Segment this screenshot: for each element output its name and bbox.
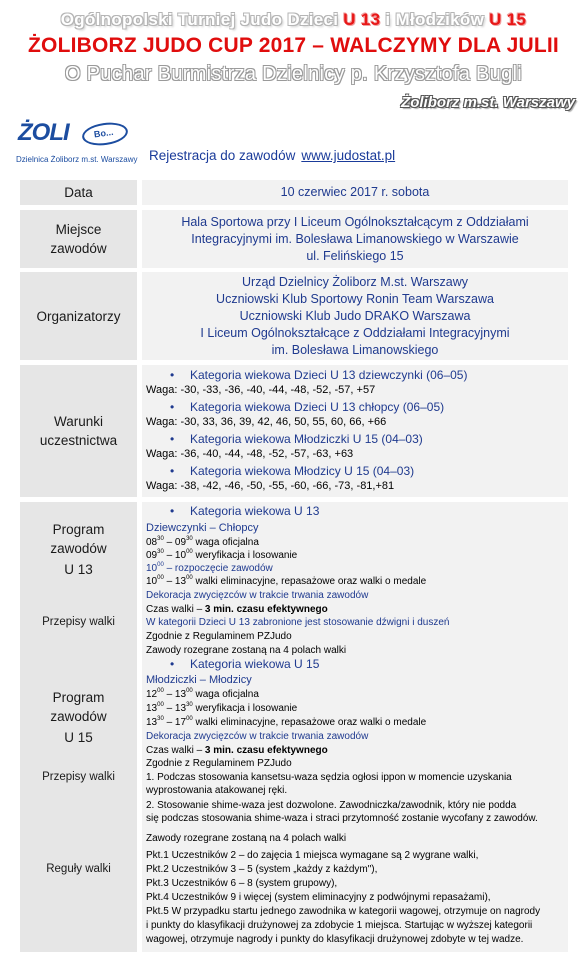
label-text: Organizatorzy xyxy=(36,308,121,324)
date-cell xyxy=(142,180,568,205)
label-date xyxy=(20,180,137,205)
header-text: Ogólnopolski Turniej Judo Dzieci xyxy=(60,10,344,29)
schedule-line: $09^{30} - 10^{00}$ weryfikacja i losowanie xyxy=(146,549,298,561)
rule-line: wyprostowania atakowanej ręki. xyxy=(146,785,288,796)
label-text: zawodów xyxy=(50,541,107,556)
label-rules: Przepisy walki xyxy=(42,771,115,783)
label-fight-rules: Reguły walki xyxy=(46,863,111,875)
label-text: zawodów xyxy=(50,709,107,724)
fight-rule: Pkt.4 Uczestników 9 i więcej (system eliminacyjny z podwójnymi repasażami), xyxy=(146,892,491,903)
category-bullet: • Kategoria wiekowa Dzieci U 13 dziewczynki (06–05) xyxy=(190,368,467,382)
row-date xyxy=(20,180,568,205)
fight-rule: wagowej, otrzymuje nagrody i punkty do klasyfikacji drużynowej zdobyte w tej wadze. xyxy=(146,934,524,945)
label-rules: Przepisy walki xyxy=(42,616,115,628)
label-program xyxy=(20,502,137,952)
label-text: Miejsce xyxy=(55,222,102,237)
restriction-note: W kategorii Dzieci U 13 zabronione jest stosowanie dźwigni i duszeń xyxy=(146,617,450,628)
schedule-line: $13^{00} - 13^{30}$ weryfikacja i losowanie xyxy=(146,702,298,714)
weight-list: Waga: -38, -42, -46, -50, -55, -60, -66, -73, -81,+81 xyxy=(146,480,395,492)
group-label: Młodziczki – Młodzicy xyxy=(146,674,252,686)
schedule-line: $10^{00}$ – rozpoczęcie zawodów xyxy=(146,562,273,574)
logo-subtitle: Dzielnica Żoliborz m.st. Warszawy xyxy=(16,155,138,164)
logo-text: ŻOLI xyxy=(18,119,69,146)
row-organizers xyxy=(20,272,568,360)
fight-rule: Pkt.2 Uczestników 3 – 5 (system „każdy z każdym"), xyxy=(146,864,378,875)
category-bullet: • Kategoria wiekowa Młodziczki U 15 (04–03) xyxy=(190,432,423,446)
organizer-line: I Liceum Ogólnokształcące z Oddziałami Integracyjnymi xyxy=(200,326,510,340)
category-bullet: • Kategoria wiekowa Dzieci U 13 chłopcy (06–05) xyxy=(190,400,444,414)
label-text: zawodów xyxy=(50,241,107,256)
district-label: Żoliborz m.st. Warszawy xyxy=(401,94,575,111)
event-title: ŻOLIBORZ JUDO CUP 2017 – WALCZYMY DLA JULII xyxy=(28,34,559,57)
rule-line: 1. Podczas stosowania kansetsu-waza sędzia ogłosi ippon w momencie uzyskania xyxy=(146,772,512,783)
venue-line: ul. Felińskiego 15 xyxy=(306,249,404,263)
fight-rule: Pkt.5 W przypadku startu jednego zawodnika w kategorii wagowej, otrzymuje on nagrody xyxy=(146,906,541,917)
cup-subtitle: O Puchar Burmistrza Dzielnicy p. Krzysztofa Bugli xyxy=(64,63,523,85)
organizer-line: Uczniowski Klub Sportowy Ronin Team Warszawa xyxy=(216,292,494,306)
group-label: Dziewczynki – Chłopcy xyxy=(146,522,259,534)
header-line-1 xyxy=(0,10,587,30)
fight-rule: i punkty do klasyfikacji drużynowej za zdobycie 1 miejsca. Startując w wyższej kategorii xyxy=(146,920,533,931)
schedule-line: $10^{00} - 13^{00}$ walki eliminacyjne, repasażowe oraz walki o medale xyxy=(146,575,427,587)
header-u13: U 13 xyxy=(343,10,381,29)
organizers-cell xyxy=(142,272,568,360)
header-text: i Młodzików xyxy=(380,10,490,29)
row-program xyxy=(20,502,568,952)
regulation-note: Zgodnie z Regulaminem PZJudo xyxy=(146,631,292,642)
registration-label: Rejestracja do zawodów xyxy=(149,148,296,163)
mats-note: Zawody rozegrane zostaną na 4 polach walki xyxy=(146,645,347,656)
regulation-note: Zgodnie z Regulaminem PZJudo xyxy=(146,758,292,769)
label-text: Data xyxy=(64,185,93,200)
fight-time: Czas walki – 3 min. czasu efektywnego xyxy=(146,745,328,756)
label-organizers xyxy=(20,272,137,360)
label-text: uczestnictwa xyxy=(39,433,118,448)
ceremony-note: Dekoracja zwycięzców w trakcie trwania zawodów xyxy=(146,731,369,742)
label-venue xyxy=(20,210,137,268)
schedule-line: $12^{00} - 13^{00}$ waga oficjalna xyxy=(146,688,259,700)
category-bullet: • Kategoria wiekowa U 15 xyxy=(190,657,319,671)
fight-rule: Pkt.1 Uczestników 2 – do zajęcia 1 miejsca wymagane są 2 wygrane walki, xyxy=(146,850,479,861)
schedule-line: $13^{30} - 17^{00}$ walki eliminacyjne, repasażowe oraz walki o medale xyxy=(146,716,427,728)
label-text: Program xyxy=(52,522,105,537)
date-value: 10 czerwiec 2017 r. sobota xyxy=(280,185,430,199)
venue-cell xyxy=(142,210,568,268)
row-conditions xyxy=(20,365,568,497)
program-cell xyxy=(142,502,568,952)
label-conditions xyxy=(20,365,137,497)
row-venue xyxy=(20,210,568,268)
label-text: Program xyxy=(52,690,105,705)
registration-link[interactable]: www.judostat.pl xyxy=(301,148,396,163)
label-text: U 15 xyxy=(64,730,93,745)
conditions-cell xyxy=(142,365,568,497)
ceremony-note: Dekoracja zwycięzców w trakcie trwania zawodów xyxy=(146,590,369,601)
schedule-line: $08^{30} - 09^{30}$ waga oficjalna xyxy=(146,536,259,548)
district-logo xyxy=(14,117,146,167)
category-bullet: • Kategoria wiekowa U 13 xyxy=(190,504,319,518)
label-text: Warunki xyxy=(53,414,103,429)
organizer-line: Uczniowski Klub Judo DRAKO Warszawa xyxy=(239,309,471,323)
rule-line: się podczas stosowania shime-waza i straci przytomność zostanie wycofany z zawodów. xyxy=(146,813,538,824)
venue-line: Hala Sportowa przy I Liceum Ogólnokształcącym z Oddziałami xyxy=(181,215,529,229)
organizer-line: im. Bolesława Limanowskiego xyxy=(271,343,439,357)
weight-list: Waga: -36, -40, -44, -48, -52, -57, -63, +63 xyxy=(146,448,354,460)
venue-line: Integracyjnymi im. Bolesława Limanowskiego w Warszawie xyxy=(191,232,519,246)
fight-rule: Pkt.3 Uczestników 6 – 8 (system grupowy), xyxy=(146,878,338,889)
registration-line xyxy=(149,148,395,163)
logo-emblem-text: Bo... xyxy=(93,126,114,140)
mats-note: Zawody rozegrane zostaną na 4 polach walki xyxy=(146,833,347,844)
weight-list: Waga: -30, -33, -36, -40, -44, -48, -52, -57, +57 xyxy=(146,384,376,396)
header-u15: U 15 xyxy=(489,10,527,29)
label-text: U 13 xyxy=(64,562,93,577)
logo-emblem xyxy=(81,120,130,148)
category-bullet: • Kategoria wiekowa Młodzicy U 15 (04–03) xyxy=(190,464,414,478)
fight-time: Czas walki – 3 min. czasu efektywnego xyxy=(146,604,328,615)
rule-line: 2. Stosowanie shime-waza jest dozwolone. Zawodniczka/zawodnik, który nie podda xyxy=(146,800,517,811)
weight-list: Waga: -30, 33, 36, 39, 42, 46, 50, 55, 60, 66, +66 xyxy=(146,416,387,428)
organizer-line: Urząd Dzielnicy Żoliborz M.st. Warszawy xyxy=(242,275,468,289)
